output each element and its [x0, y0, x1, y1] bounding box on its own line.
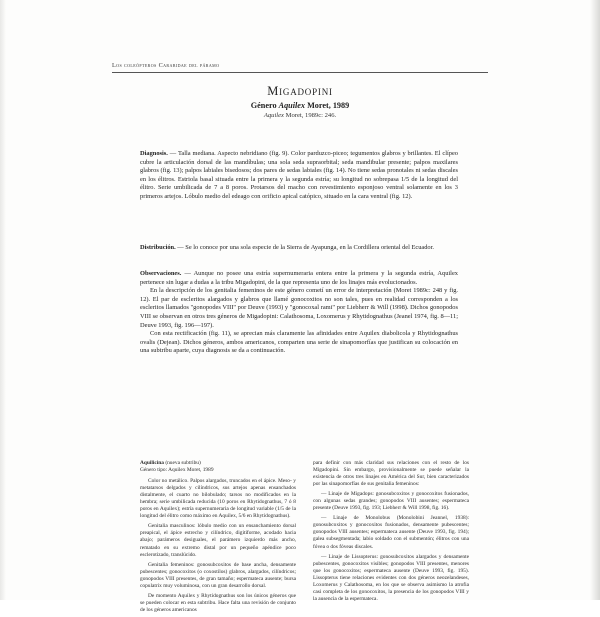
- subtribe-description-1: Color no metálico. Palpos alargados, truncados en el ápice. Meso- y metatarsos delgados y cilíndricos, sus artejos apenas ensanchados distalmente, el cuarto no bilobulado; tarsos no modificados en la hembra; serie umbilicada reducida (10 poros en Rhytidognathus, 7 ó 8 poros en Aquilex); estría supernumeraria de longitud variable (1/5 de la longitud del élitro como máximo en Aquilex, 5/6 en Rhytidognathus).: [140, 478, 296, 520]
- distribution-label: Distribución.: [140, 244, 176, 251]
- diagnosis-label: Diagnosis.: [140, 150, 168, 157]
- observations-text-3: Con esta rectificación (fig. 11), se aprecian más claramente las afinidades entre Aquilex diabolicola y Rhytidognathus ovalis (Dejean). Dichos géneros, ambos americanos, comparten una serie de sinapomorfías que justifican su colocación en una subtribu aparte, cuya diagnosis se da a continuación.: [140, 330, 458, 355]
- subtribe-description-2: Genitalia masculinos: lóbulo medio con un ensanchamiento dorsal preapical, el ápice estrecho y cilíndrico, digitiforme, acodado hacia abajo; parámeros desiguales, el parámero izquierdo más ancho, rematado en su extremo distal por un pequeño apéndice poco esclerotizado, translúcido.: [140, 523, 296, 558]
- subtribe-description-3: Genitalia femeninos: gonosubcoxitos de base ancha, densamente pubescentes; gonocoxitos (o coxostilos) glabros, alargados, cilíndricos; gonopodos VIII presentes, de gran tamaño; espermateca ausente; bursa copulatrix muy voluminosa, con un gran desarrollo dorsal.: [140, 561, 296, 589]
- header-rule: [112, 72, 488, 73]
- genus-cite-ref: Moret, 1989c: 246.: [285, 112, 337, 119]
- distribution-paragraph: [140, 244, 458, 253]
- section-title: Migadopini: [267, 84, 333, 98]
- distribution-text: — Se lo conoce por una sola especie de la Sierra de Ayapunga, en la Cordillera oriental del Ecuador.: [175, 244, 435, 251]
- subtribe-heading: [140, 460, 296, 467]
- genus-citation: [0, 112, 600, 119]
- subtribe-right-column: [313, 460, 469, 606]
- subtribe-name: Aquilicina: [140, 460, 164, 466]
- subtribe-left-column: [140, 460, 296, 617]
- subtribe-description-4: De momento Aquilex y Rhytidognathus son los únicos géneros que se pueden colocar en esta subtribu. Hace falta una revisión de conjunto de los géneros americanos: [140, 592, 296, 613]
- lineage-monolobus: — Linaje de Monolobus (Monolobini Jeannel, 1938): gonosubcoxitos y gonocoxitos fusionados, densamente pubescentes; gonopodos VIII ausentes; espermateca ausente (Deuve 1993, fig. 194); galea subsegmentada; labio soldado con el submentón; élitros con una fóvea o dos fóveas discales.: [313, 515, 469, 550]
- genus-title-name: Aquilex: [278, 101, 306, 110]
- genus-title: [0, 101, 600, 110]
- observations-paragraph-1: [140, 270, 458, 286]
- subtribe-type-genus: Género tipo: Aquilex Moret, 1989: [140, 467, 214, 474]
- observations-label: Observaciones.: [140, 270, 182, 277]
- subtribe-name-note: (nueva subtribu): [163, 460, 201, 466]
- observations-text-2: En la descripción de los genitalia femeninos de este género cometí un error de interpretación (Moret 1989c: 248 y fig. 12). El par de escleritos alargados y glabros que llamé gonocoxitos no son tales, pues en realidad corresponden a los escleritos llamados "gonopodes VIII" por Deuve (1993) y "gonocoxal rami" por Liebherr & Will (1998). Dichos gonopodos VIII se observan en otros tres géneros de Migadopini: Calathosoma, Loxomerus y Rhytidognathus (Jeanel 1974, fig. 8—11; Deuve 1993, fig. 196—197).: [140, 287, 458, 329]
- lineages-intro: para definir con más claridad sus relaciones con el resto de los Migadopini. Sin embargo, provisionalmente se puede señalar la existencia de otros tres linajes en América del Sur, bien caracterizados por las sinapomorfías de sus genitalia femeninos:: [313, 460, 469, 488]
- observations-text-1: — Aunque no posee una estría supernumeraria entera entre la primera y la segunda estría, Aquilex pertenece sin lugar a dudas a la tribu Migadopini, de la que representa uno de los linajes más evolucionados.: [140, 270, 458, 286]
- diagnosis-text: — Talla mediana. Aspecto nebridiano (fig. 9). Color parduzco-piceo; tegumentos glabros y brillantes. El clípeo cubre la articulación dorsal de las mandíbulas; una sola seda supraorbital; seda mandibular presente; palpos maxilares glabros (fig. 13); palpos labiales bisedosos; dos pares de sedas labiales (fig. 14). No tiene sedas pronotales ni sedas discales en los élitros. Estriola basal situada entre la primera y la segunda estría; su longitud no sobrepasa 1/5 de la longitud del élitro. Serie umbilicada de 7 a 8 poros. Protarsos del macho con revestimiento esponjoso ventral solamente en los 3 primeros artejos. Lóbulo medio del edeago con orificio apical catópico, situado en la cara ventral (fig. 12).: [140, 150, 458, 200]
- genus-title-prefix: Género: [250, 101, 277, 110]
- lineage-migadops: — Linaje de Migadops: gonosubcoxitos y gonocoxitos fusionados, con algunas sedas grandes; gonopodos VIII ausentes; espermateca presente (Deuve 1993, fig. 193; Liebherr & Will 1998, fig. 16).: [313, 491, 469, 512]
- genus-title-author: Moret, 1989: [307, 101, 350, 110]
- running-head: Los coleópteros Carabidae del páramo: [112, 62, 220, 69]
- lineage-lissopterus: — Linaje de Lissopterus: gonosubcoxitos alargados y densamente pubescentes, gonocoxitos visibles; gonopodos VIII presentes, menores que los gonocoxitos; espermateca ausente (Deuve 1993, fig. 195). Lissopterus tiene relaciones evidentes con dos géneros neozelandeses, Loxomerus y Calathosoma, en los que se observa asimismo la atrofia casi completa de los gonocoxitos, la presencia de los gonopodos VIII y la ausencia de la espermateca.: [313, 553, 469, 602]
- observations-section: [140, 270, 458, 356]
- diagnosis-paragraph: [140, 150, 458, 202]
- genus-cite-name: Aquilex: [263, 112, 284, 119]
